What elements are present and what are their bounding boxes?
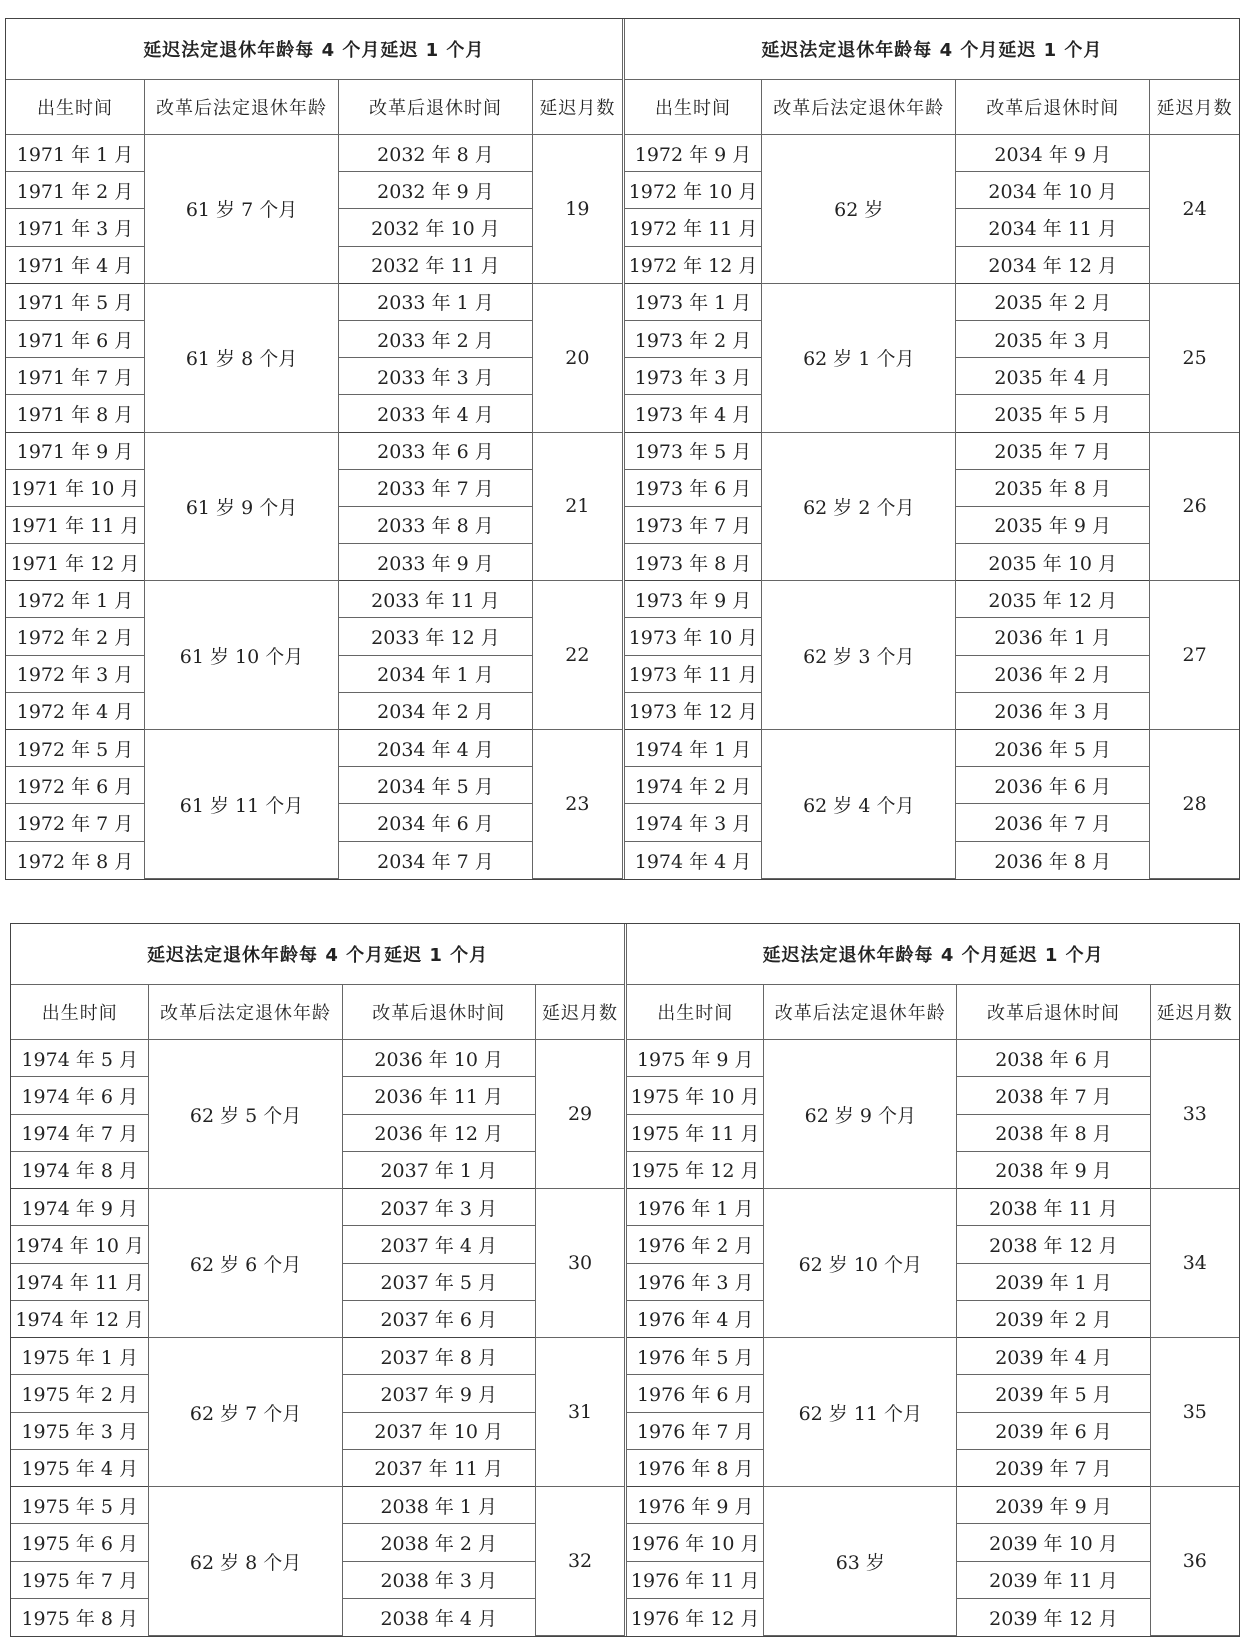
retirement-time-cell: 2033 年 9 月	[338, 544, 532, 581]
retirement-time-cell: 2035 年 10 月	[956, 544, 1150, 581]
retirement-time-cell: 2034 年 12 月	[956, 246, 1150, 283]
birth-time-cell: 1971 年 12 月	[6, 544, 145, 581]
table-block-bottom	[10, 923, 1240, 1637]
header-retirement-age: 改革后法定退休年龄	[145, 80, 339, 135]
birth-time-cell: 1974 年 6 月	[11, 1077, 149, 1114]
retirement-age-cell: 62 岁 7 个月	[149, 1338, 342, 1487]
birth-time-cell: 1973 年 12 月	[623, 692, 762, 729]
retirement-time-cell: 2034 年 9 月	[956, 135, 1150, 172]
birth-time-cell: 1975 年 11 月	[626, 1114, 764, 1151]
birth-time-cell: 1972 年 3 月	[6, 655, 145, 692]
header-retirement-age: 改革后法定退休年龄	[764, 985, 957, 1040]
retirement-time-cell: 2038 年 1 月	[342, 1487, 535, 1524]
retirement-time-cell: 2037 年 3 月	[342, 1189, 535, 1226]
birth-time-cell: 1975 年 1 月	[11, 1338, 149, 1375]
table-row	[6, 730, 622, 767]
birth-time-cell: 1972 年 10 月	[623, 172, 762, 209]
retirement-time-cell: 2035 年 4 月	[956, 358, 1150, 395]
table-row	[626, 1338, 1239, 1375]
header-birth-time: 出生时间	[6, 80, 145, 135]
retirement-time-cell: 2039 年 1 月	[957, 1263, 1150, 1300]
birth-time-cell: 1974 年 3 月	[623, 804, 762, 841]
birth-time-cell: 1971 年 3 月	[6, 209, 145, 246]
retirement-time-cell: 2035 年 5 月	[956, 395, 1150, 432]
birth-time-cell: 1973 年 11 月	[623, 655, 762, 692]
retirement-time-cell: 2039 年 12 月	[957, 1598, 1150, 1635]
delay-months-cell: 29	[535, 1040, 624, 1189]
birth-time-cell: 1976 年 10 月	[626, 1524, 764, 1561]
table-row	[623, 135, 1239, 172]
retirement-time-cell: 2033 年 11 月	[338, 581, 532, 618]
birth-time-cell: 1974 年 10 月	[11, 1226, 149, 1263]
retirement-time-cell: 2037 年 5 月	[342, 1263, 535, 1300]
retirement-time-cell: 2034 年 1 月	[338, 655, 532, 692]
birth-time-cell: 1972 年 1 月	[6, 581, 145, 618]
header-retirement-time: 改革后退休时间	[956, 80, 1150, 135]
retirement-time-cell: 2037 年 1 月	[342, 1151, 535, 1188]
birth-time-cell: 1971 年 1 月	[6, 135, 145, 172]
table-row	[623, 432, 1239, 469]
header-retirement-time: 改革后退休时间	[957, 985, 1150, 1040]
birth-time-cell: 1975 年 8 月	[11, 1598, 149, 1635]
retirement-time-cell: 2034 年 2 月	[338, 692, 532, 729]
table-title: 延迟法定退休年龄每 4 个月延迟 1 个月	[623, 19, 1239, 80]
retirement-time-cell: 2036 年 5 月	[956, 730, 1150, 767]
header-retirement-age: 改革后法定退休年龄	[762, 80, 956, 135]
birth-time-cell: 1975 年 4 月	[11, 1449, 149, 1486]
birth-time-cell: 1973 年 1 月	[623, 283, 762, 320]
retirement-age-cell: 62 岁 9 个月	[764, 1040, 957, 1189]
retirement-time-cell: 2038 年 4 月	[342, 1598, 535, 1635]
retirement-age-cell: 61 岁 11 个月	[145, 730, 339, 879]
retirement-time-cell: 2038 年 2 月	[342, 1524, 535, 1561]
birth-time-cell: 1973 年 7 月	[623, 506, 762, 543]
birth-time-cell: 1975 年 10 月	[626, 1077, 764, 1114]
birth-time-cell: 1972 年 4 月	[6, 692, 145, 729]
birth-time-cell: 1972 年 5 月	[6, 730, 145, 767]
retirement-time-cell: 2033 年 6 月	[338, 432, 532, 469]
retirement-table-1	[6, 19, 622, 879]
retirement-age-cell: 62 岁 8 个月	[149, 1487, 342, 1636]
delay-months-cell: 19	[532, 135, 621, 284]
retirement-time-cell: 2033 年 4 月	[338, 395, 532, 432]
retirement-age-cell: 62 岁 3 个月	[762, 581, 956, 730]
birth-time-cell: 1973 年 6 月	[623, 469, 762, 506]
retirement-time-cell: 2035 年 3 月	[956, 320, 1150, 357]
birth-time-cell: 1971 年 2 月	[6, 172, 145, 209]
retirement-time-cell: 2036 年 7 月	[956, 804, 1150, 841]
retirement-age-cell: 61 岁 7 个月	[145, 135, 339, 284]
retirement-time-cell: 2032 年 8 月	[338, 135, 532, 172]
table-row	[11, 1189, 624, 1226]
table-row	[623, 283, 1239, 320]
birth-time-cell: 1975 年 9 月	[626, 1040, 764, 1077]
retirement-age-cell: 62 岁	[762, 135, 956, 284]
retirement-time-cell: 2036 年 10 月	[342, 1040, 535, 1077]
retirement-time-cell: 2039 年 9 月	[957, 1487, 1150, 1524]
retirement-time-cell: 2038 年 7 月	[957, 1077, 1150, 1114]
birth-time-cell: 1973 年 9 月	[623, 581, 762, 618]
retirement-time-cell: 2036 年 2 月	[956, 655, 1150, 692]
delay-months-cell: 30	[535, 1189, 624, 1338]
retirement-time-cell: 2038 年 3 月	[342, 1561, 535, 1598]
birth-time-cell: 1974 年 4 月	[623, 841, 762, 878]
table-row	[6, 432, 622, 469]
retirement-age-cell: 62 岁 11 个月	[764, 1338, 957, 1487]
birth-time-cell: 1972 年 11 月	[623, 209, 762, 246]
birth-time-cell: 1973 年 4 月	[623, 395, 762, 432]
birth-time-cell: 1972 年 8 月	[6, 841, 145, 878]
retirement-time-cell: 2039 年 7 月	[957, 1449, 1150, 1486]
delay-months-cell: 21	[532, 432, 621, 581]
retirement-time-cell: 2035 年 12 月	[956, 581, 1150, 618]
birth-time-cell: 1975 年 6 月	[11, 1524, 149, 1561]
birth-time-cell: 1974 年 5 月	[11, 1040, 149, 1077]
retirement-time-cell: 2033 年 3 月	[338, 358, 532, 395]
table-title: 延迟法定退休年龄每 4 个月延迟 1 个月	[11, 924, 624, 985]
birth-time-cell: 1974 年 2 月	[623, 767, 762, 804]
birth-time-cell: 1976 年 12 月	[626, 1598, 764, 1635]
birth-time-cell: 1973 年 5 月	[623, 432, 762, 469]
header-retirement-age: 改革后法定退休年龄	[149, 985, 342, 1040]
retirement-time-cell: 2034 年 6 月	[338, 804, 532, 841]
retirement-table-2	[622, 19, 1239, 879]
header-retirement-time: 改革后退休时间	[338, 80, 532, 135]
retirement-time-cell: 2036 年 3 月	[956, 692, 1150, 729]
birth-time-cell: 1974 年 8 月	[11, 1151, 149, 1188]
birth-time-cell: 1974 年 9 月	[11, 1189, 149, 1226]
delay-months-cell: 23	[532, 730, 621, 879]
table-row	[623, 730, 1239, 767]
retirement-time-cell: 2032 年 10 月	[338, 209, 532, 246]
retirement-age-cell: 62 岁 6 个月	[149, 1189, 342, 1338]
retirement-time-cell: 2035 年 8 月	[956, 469, 1150, 506]
birth-time-cell: 1972 年 9 月	[623, 135, 762, 172]
table-row	[11, 1338, 624, 1375]
header-retirement-time: 改革后退休时间	[342, 985, 535, 1040]
birth-time-cell: 1971 年 11 月	[6, 506, 145, 543]
header-delay-months: 延迟月数	[1150, 985, 1239, 1040]
retirement-time-cell: 2033 年 7 月	[338, 469, 532, 506]
retirement-time-cell: 2033 年 12 月	[338, 618, 532, 655]
retirement-time-cell: 2032 年 11 月	[338, 246, 532, 283]
retirement-time-cell: 2034 年 7 月	[338, 841, 532, 878]
table-row	[626, 1487, 1239, 1524]
birth-time-cell: 1973 年 10 月	[623, 618, 762, 655]
retirement-time-cell: 2034 年 4 月	[338, 730, 532, 767]
table-title: 延迟法定退休年龄每 4 个月延迟 1 个月	[626, 924, 1239, 985]
birth-time-cell: 1974 年 12 月	[11, 1300, 149, 1337]
retirement-age-cell: 62 岁 2 个月	[762, 432, 956, 581]
birth-time-cell: 1971 年 10 月	[6, 469, 145, 506]
birth-time-cell: 1975 年 5 月	[11, 1487, 149, 1524]
birth-time-cell: 1975 年 7 月	[11, 1561, 149, 1598]
table-row	[623, 581, 1239, 618]
retirement-time-cell: 2039 年 6 月	[957, 1412, 1150, 1449]
retirement-age-cell: 62 岁 5 个月	[149, 1040, 342, 1189]
delay-months-cell: 36	[1150, 1487, 1239, 1636]
birth-time-cell: 1973 年 8 月	[623, 544, 762, 581]
table-row	[6, 135, 622, 172]
retirement-time-cell: 2032 年 9 月	[338, 172, 532, 209]
retirement-time-cell: 2037 年 9 月	[342, 1375, 535, 1412]
birth-time-cell: 1975 年 2 月	[11, 1375, 149, 1412]
delay-months-cell: 22	[532, 581, 621, 730]
retirement-age-cell: 63 岁	[764, 1487, 957, 1636]
header-delay-months: 延迟月数	[535, 985, 624, 1040]
delay-months-cell: 20	[532, 283, 621, 432]
delay-months-cell: 26	[1150, 432, 1239, 581]
header-birth-time: 出生时间	[626, 985, 764, 1040]
retirement-time-cell: 2037 年 8 月	[342, 1338, 535, 1375]
birth-time-cell: 1972 年 6 月	[6, 767, 145, 804]
header-birth-time: 出生时间	[623, 80, 762, 135]
birth-time-cell: 1976 年 6 月	[626, 1375, 764, 1412]
retirement-time-cell: 2039 年 2 月	[957, 1300, 1150, 1337]
birth-time-cell: 1976 年 4 月	[626, 1300, 764, 1337]
retirement-time-cell: 2034 年 11 月	[956, 209, 1150, 246]
retirement-time-cell: 2033 年 1 月	[338, 283, 532, 320]
retirement-time-cell: 2035 年 9 月	[956, 506, 1150, 543]
retirement-time-cell: 2038 年 12 月	[957, 1226, 1150, 1263]
birth-time-cell: 1976 年 7 月	[626, 1412, 764, 1449]
delay-months-cell: 25	[1150, 283, 1239, 432]
birth-time-cell: 1972 年 12 月	[623, 246, 762, 283]
retirement-time-cell: 2037 年 11 月	[342, 1449, 535, 1486]
table-row	[11, 1040, 624, 1077]
retirement-age-cell: 62 岁 10 个月	[764, 1189, 957, 1338]
retirement-time-cell: 2039 年 5 月	[957, 1375, 1150, 1412]
retirement-age-cell: 61 岁 8 个月	[145, 283, 339, 432]
header-delay-months: 延迟月数	[532, 80, 621, 135]
birth-time-cell: 1975 年 12 月	[626, 1151, 764, 1188]
birth-time-cell: 1974 年 7 月	[11, 1114, 149, 1151]
retirement-time-cell: 2038 年 11 月	[957, 1189, 1150, 1226]
birth-time-cell: 1971 年 6 月	[6, 320, 145, 357]
retirement-age-cell: 61 岁 9 个月	[145, 432, 339, 581]
retirement-age-cell: 62 岁 4 个月	[762, 730, 956, 879]
birth-time-cell: 1972 年 2 月	[6, 618, 145, 655]
retirement-time-cell: 2036 年 11 月	[342, 1077, 535, 1114]
table-title: 延迟法定退休年龄每 4 个月延迟 1 个月	[6, 19, 622, 80]
header-birth-time: 出生时间	[11, 985, 149, 1040]
table-row	[626, 1189, 1239, 1226]
retirement-time-cell: 2035 年 7 月	[956, 432, 1150, 469]
retirement-time-cell: 2039 年 10 月	[957, 1524, 1150, 1561]
retirement-table-3	[11, 924, 624, 1636]
retirement-time-cell: 2034 年 10 月	[956, 172, 1150, 209]
birth-time-cell: 1971 年 7 月	[6, 358, 145, 395]
retirement-time-cell: 2037 年 10 月	[342, 1412, 535, 1449]
table-row	[6, 581, 622, 618]
birth-time-cell: 1971 年 5 月	[6, 283, 145, 320]
delay-months-cell: 32	[535, 1487, 624, 1636]
retirement-time-cell: 2036 年 8 月	[956, 841, 1150, 878]
birth-time-cell: 1971 年 9 月	[6, 432, 145, 469]
delay-months-cell: 34	[1150, 1189, 1239, 1338]
birth-time-cell: 1974 年 1 月	[623, 730, 762, 767]
birth-time-cell: 1972 年 7 月	[6, 804, 145, 841]
birth-time-cell: 1971 年 8 月	[6, 395, 145, 432]
birth-time-cell: 1976 年 1 月	[626, 1189, 764, 1226]
retirement-time-cell: 2038 年 6 月	[957, 1040, 1150, 1077]
retirement-time-cell: 2038 年 8 月	[957, 1114, 1150, 1151]
birth-time-cell: 1976 年 5 月	[626, 1338, 764, 1375]
birth-time-cell: 1976 年 8 月	[626, 1449, 764, 1486]
birth-time-cell: 1976 年 9 月	[626, 1487, 764, 1524]
delay-months-cell: 31	[535, 1338, 624, 1487]
retirement-time-cell: 2033 年 2 月	[338, 320, 532, 357]
retirement-age-cell: 62 岁 1 个月	[762, 283, 956, 432]
retirement-time-cell: 2037 年 4 月	[342, 1226, 535, 1263]
birth-time-cell: 1974 年 11 月	[11, 1263, 149, 1300]
retirement-time-cell: 2035 年 2 月	[956, 283, 1150, 320]
delay-months-cell: 35	[1150, 1338, 1239, 1487]
birth-time-cell: 1975 年 3 月	[11, 1412, 149, 1449]
retirement-time-cell: 2033 年 8 月	[338, 506, 532, 543]
retirement-time-cell: 2036 年 12 月	[342, 1114, 535, 1151]
birth-time-cell: 1976 年 3 月	[626, 1263, 764, 1300]
table-row	[6, 283, 622, 320]
retirement-table-4	[624, 924, 1239, 1636]
retirement-age-cell: 61 岁 10 个月	[145, 581, 339, 730]
birth-time-cell: 1976 年 11 月	[626, 1561, 764, 1598]
birth-time-cell: 1976 年 2 月	[626, 1226, 764, 1263]
delay-months-cell: 28	[1150, 730, 1239, 879]
delay-months-cell: 33	[1150, 1040, 1239, 1189]
retirement-time-cell: 2036 年 6 月	[956, 767, 1150, 804]
table-row	[626, 1040, 1239, 1077]
header-delay-months: 延迟月数	[1150, 80, 1239, 135]
birth-time-cell: 1971 年 4 月	[6, 246, 145, 283]
retirement-time-cell: 2039 年 11 月	[957, 1561, 1150, 1598]
retirement-time-cell: 2034 年 5 月	[338, 767, 532, 804]
retirement-time-cell: 2038 年 9 月	[957, 1151, 1150, 1188]
retirement-time-cell: 2039 年 4 月	[957, 1338, 1150, 1375]
birth-time-cell: 1973 年 2 月	[623, 320, 762, 357]
delay-months-cell: 24	[1150, 135, 1239, 284]
table-row	[11, 1487, 624, 1524]
retirement-time-cell: 2037 年 6 月	[342, 1300, 535, 1337]
retirement-time-cell: 2036 年 1 月	[956, 618, 1150, 655]
table-block-top	[5, 18, 1240, 880]
delay-months-cell: 27	[1150, 581, 1239, 730]
birth-time-cell: 1973 年 3 月	[623, 358, 762, 395]
